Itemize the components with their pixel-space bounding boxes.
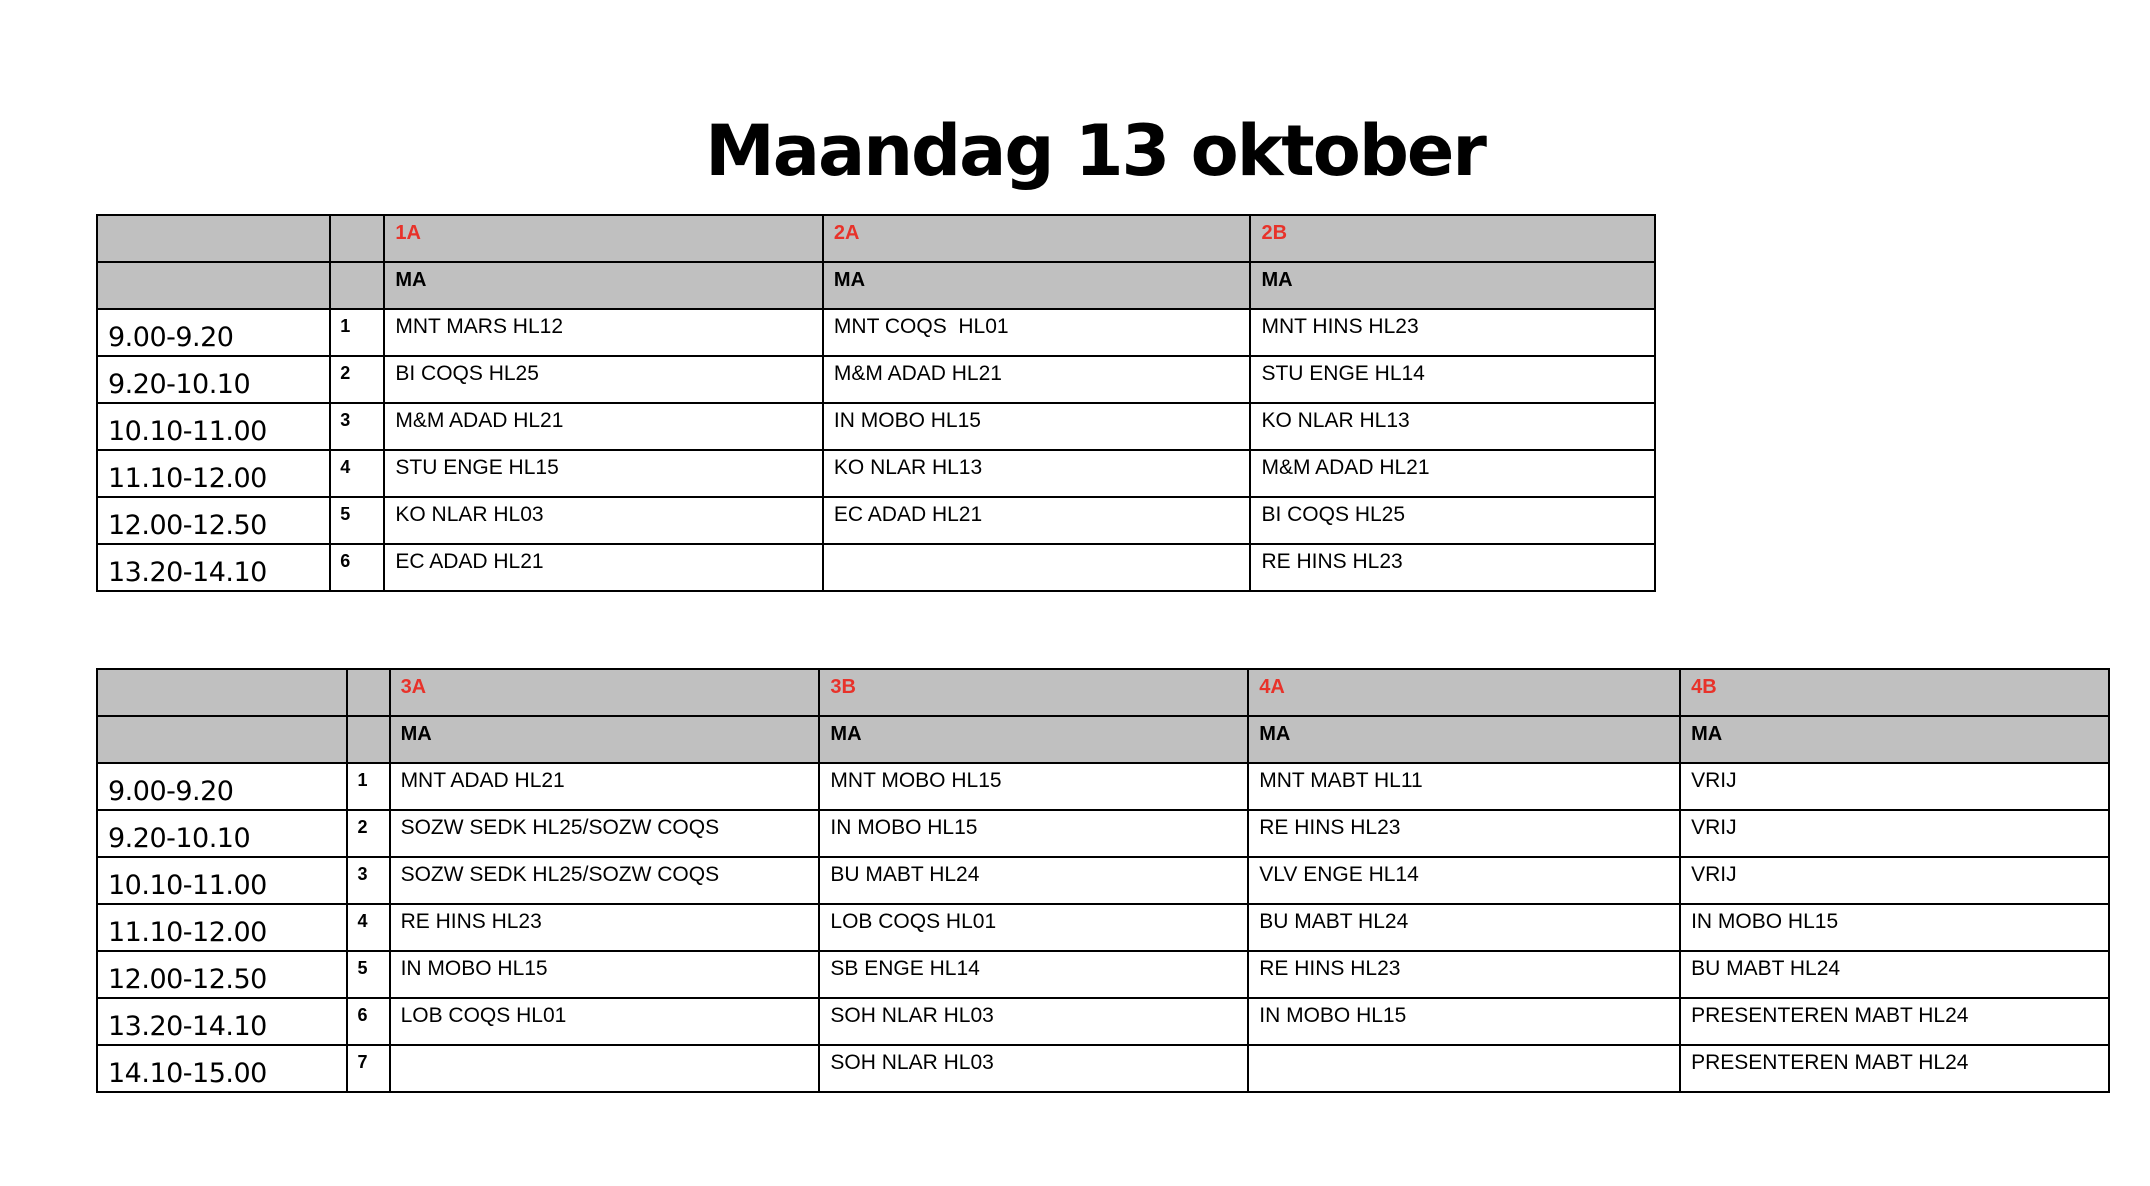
time-cell [97,450,330,497]
group-header-cell [819,669,1248,716]
time-cell [97,810,347,857]
lesson-text: SOH NLAR HL03 [830,1004,994,1027]
lesson-text: KO NLAR HL03 [395,503,544,526]
lesson-text: MNT MABT HL11 [1259,769,1423,792]
table-row [97,403,1655,450]
time-slot: 9.20-10.10 [108,369,251,400]
time-cell [97,951,347,998]
class-group-label: 4A [1259,676,1285,698]
lesson-cell [384,356,823,403]
lesson-cell [1248,810,1680,857]
lesson-text: RE HINS HL23 [1259,957,1401,980]
lesson-text: MNT ADAD HL21 [400,769,565,792]
lesson-cell [390,810,820,857]
period-number: 4 [357,911,368,931]
period-cell [330,356,384,403]
period-number: 1 [340,316,351,336]
subheader-cell [390,716,820,763]
period-cell [347,763,389,810]
lesson-cell [819,951,1248,998]
lesson-text: BI COQS HL25 [395,362,539,385]
lesson-text: M&M ADAD HL21 [833,362,1002,385]
lesson-text: RE HINS HL23 [1259,816,1401,839]
lesson-text: VLV ENGE HL14 [1259,863,1419,886]
lesson-cell [819,763,1248,810]
table-row [97,356,1655,403]
lesson-text [1249,1046,1679,1051]
time-cell [97,904,347,951]
day-label: MA [1691,723,1723,745]
lesson-text: MNT HINS HL23 [1261,315,1419,338]
lesson-cell [1248,951,1680,998]
lesson-cell [1680,810,2109,857]
lesson-cell [390,951,820,998]
lesson-cell [1680,904,2109,951]
period-number: 6 [340,551,351,571]
table-row [97,951,2109,998]
period-cell [347,810,389,857]
lesson-cell [384,497,823,544]
time-slot: 11.10-12.00 [108,463,267,494]
day-label: MA [1259,723,1291,745]
time-slot: 9.20-10.10 [108,823,251,854]
table-row [97,857,2109,904]
lesson-cell [1248,763,1680,810]
period-number: 2 [357,817,368,837]
period-cell [330,544,384,591]
lesson-cell [390,763,820,810]
period-cell [347,951,389,998]
period-cell [347,998,389,1045]
class-group-label: 2B [1261,222,1288,244]
lesson-cell [384,544,823,591]
time-cell [97,998,347,1045]
period-number: 6 [357,1005,368,1025]
lesson-text [824,545,1250,550]
lesson-text: MNT COQS HL01 [833,315,1009,338]
lesson-cell [390,904,820,951]
lesson-text: SOZW SEDK HL25/SOZW COQS [400,816,720,839]
period-cell [347,904,389,951]
period-number: 7 [357,1052,368,1072]
header-blank-cell [97,716,347,763]
lesson-text: M&M ADAD HL21 [395,409,564,432]
lesson-text [391,1046,819,1051]
lesson-text: KO NLAR HL13 [1261,409,1410,432]
lesson-cell [819,1045,1248,1092]
time-slot: 14.10-15.00 [108,1058,267,1089]
group-header-cell [1248,669,1680,716]
lesson-cell [823,497,1251,544]
page-title: Maandag 13 oktober [705,110,1485,192]
class-group-label: 4B [1691,676,1717,698]
class-group-label: 3B [830,676,856,698]
lesson-text: MNT MOBO HL15 [830,769,1002,792]
period-number: 3 [357,864,368,884]
group-header-row [97,669,2109,716]
lesson-text: EC ADAD HL21 [395,550,544,573]
period-number: 5 [340,504,351,524]
class-group-label: 1A [395,222,421,244]
period-cell [330,450,384,497]
lesson-text: PRESENTEREN MABT HL24 [1691,1051,1969,1074]
table-row [97,904,2109,951]
subheader-cell [1248,716,1680,763]
table-row [97,309,1655,356]
day-label: MA [830,723,862,745]
group-header-row [97,215,1655,262]
time-slot: 11.10-12.00 [108,917,267,948]
lesson-text: IN MOBO HL15 [400,957,548,980]
lesson-text: BI COQS HL25 [1261,503,1406,526]
subheader-row [97,262,1655,309]
group-header-cell [1680,669,2109,716]
day-label: MA [833,269,866,291]
table-row [97,810,2109,857]
time-cell [97,857,347,904]
lesson-text: SOH NLAR HL03 [830,1051,994,1074]
lesson-cell [1248,1045,1680,1092]
lesson-cell [384,450,823,497]
period-number: 4 [340,457,351,477]
time-slot: 9.00-9.20 [108,776,234,807]
period-number: 2 [340,363,351,383]
group-header-cell [823,215,1251,262]
lesson-text: MNT MARS HL12 [395,315,564,338]
class-group-label: 2A [833,222,860,244]
day-label: MA [1261,269,1293,291]
subheader-cell [819,716,1248,763]
lesson-text: STU ENGE HL14 [1261,362,1425,385]
lesson-cell [384,309,823,356]
time-slot: 12.00-12.50 [108,964,267,995]
subheader-cell [1250,262,1655,309]
lesson-cell [1250,497,1655,544]
lesson-cell [1250,450,1655,497]
header-blank-cell [347,716,389,763]
period-number: 5 [357,958,368,978]
period-number: 3 [340,410,351,430]
period-number: 1 [357,770,368,790]
table-row [97,998,2109,1045]
lesson-cell [819,998,1248,1045]
group-header-cell [1250,215,1655,262]
lesson-text: STU ENGE HL15 [395,456,559,479]
schedule-table-1 [96,214,1656,592]
time-slot: 13.20-14.10 [108,1011,267,1042]
time-slot: 10.10-11.00 [108,416,267,447]
header-blank-cell [97,215,330,262]
lesson-cell [823,544,1251,591]
time-slot: 10.10-11.00 [108,870,267,901]
lesson-text: PRESENTEREN MABT HL24 [1691,1004,1969,1027]
table-row [97,544,1655,591]
lesson-cell [1250,403,1655,450]
table-row [97,1045,2109,1092]
lesson-text: VRIJ [1691,769,1737,792]
class-group-label: 3A [400,676,427,698]
lesson-text: VRIJ [1691,863,1737,886]
period-cell [330,309,384,356]
header-blank-cell [330,262,384,309]
schedule-table-2 [96,668,2110,1093]
lesson-text: SB ENGE HL14 [830,957,980,980]
period-cell [347,857,389,904]
lesson-text: M&M ADAD HL21 [1261,456,1430,479]
time-cell [97,309,330,356]
day-label: MA [395,269,427,291]
lesson-text: IN MOBO HL15 [833,409,981,432]
lesson-cell [1248,904,1680,951]
lesson-text: BU MABT HL24 [1259,910,1409,933]
lesson-cell [819,904,1248,951]
lesson-text: EC ADAD HL21 [833,503,983,526]
lesson-text: IN MOBO HL15 [830,816,978,839]
header-blank-cell [347,669,389,716]
lesson-cell [1250,309,1655,356]
lesson-cell [390,1045,820,1092]
lesson-cell [384,403,823,450]
lesson-cell [1680,857,2109,904]
time-cell [97,356,330,403]
lesson-text: IN MOBO HL15 [1691,910,1839,933]
subheader-cell [384,262,823,309]
lesson-cell [1248,998,1680,1045]
lesson-cell [1680,1045,2109,1092]
lesson-cell [1250,356,1655,403]
lesson-cell [823,309,1251,356]
table-row [97,497,1655,544]
lesson-text: RE HINS HL23 [400,910,542,933]
lesson-cell [1680,951,2109,998]
time-cell [97,403,330,450]
time-slot: 9.00-9.20 [108,322,234,353]
lesson-text: BU MABT HL24 [1691,957,1841,980]
table-row [97,763,2109,810]
period-cell [347,1045,389,1092]
lesson-text: LOB COQS HL01 [400,1004,567,1027]
subheader-row [97,716,2109,763]
header-blank-cell [97,262,330,309]
group-header-cell [390,669,820,716]
time-cell [97,544,330,591]
header-blank-cell [97,669,347,716]
lesson-text: RE HINS HL23 [1261,550,1403,573]
lesson-text: LOB COQS HL01 [830,910,997,933]
lesson-text: IN MOBO HL15 [1259,1004,1407,1027]
time-cell [97,1045,347,1092]
subheader-cell [1680,716,2109,763]
period-cell [330,497,384,544]
subheader-cell [823,262,1251,309]
lesson-cell [390,857,820,904]
time-cell [97,763,347,810]
lesson-cell [390,998,820,1045]
period-cell [330,403,384,450]
lesson-cell [1680,763,2109,810]
lesson-cell [1248,857,1680,904]
time-cell [97,497,330,544]
group-header-cell [384,215,823,262]
lesson-text: KO NLAR HL13 [833,456,983,479]
table-row [97,450,1655,497]
lesson-cell [823,450,1251,497]
lesson-cell [823,403,1251,450]
lesson-cell [1250,544,1655,591]
header-blank-cell [330,215,384,262]
lesson-text: SOZW SEDK HL25/SOZW COQS [400,863,720,886]
lesson-cell [819,810,1248,857]
lesson-text: VRIJ [1691,816,1737,839]
lesson-cell [819,857,1248,904]
day-label: MA [400,723,432,745]
lesson-cell [823,356,1251,403]
time-slot: 13.20-14.10 [108,557,267,588]
lesson-cell [1680,998,2109,1045]
time-slot: 12.00-12.50 [108,510,267,541]
lesson-text: BU MABT HL24 [830,863,980,886]
